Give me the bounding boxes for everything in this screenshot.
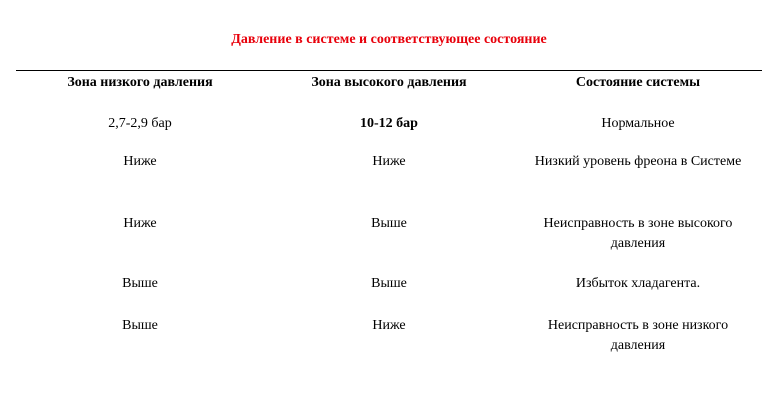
row2-high-pressure: Ниже bbox=[372, 154, 406, 169]
row5-system-state: Неисправность в зоне низкого давления bbox=[547, 318, 729, 353]
row5-high-pressure: Ниже bbox=[372, 318, 406, 333]
header-divider bbox=[16, 70, 762, 71]
row3-high-pressure: Выше bbox=[371, 216, 407, 231]
row3-system-state: Неисправность в зоне высокого давления bbox=[543, 216, 733, 251]
row2-low-pressure: Ниже bbox=[123, 154, 157, 169]
row1-high-pressure: 10-12 бар bbox=[360, 116, 418, 131]
row1-low-pressure: 2,7-2,9 бар bbox=[108, 116, 172, 131]
row5-low-pressure: Выше bbox=[122, 318, 158, 333]
row4-low-pressure: Выше bbox=[122, 276, 158, 291]
header-low-pressure-zone: Зона низкого давления bbox=[67, 75, 213, 90]
row4-system-state: Избыток хладагента. bbox=[575, 276, 701, 291]
row4-high-pressure: Выше bbox=[371, 276, 407, 291]
header-system-state: Состояние системы bbox=[575, 75, 701, 90]
table-title: Давление в системе и соответствующее состояние bbox=[231, 32, 547, 47]
row2-system-state: Низкий уровень фреона в Системе bbox=[534, 154, 742, 169]
header-high-pressure-zone: Зона высокого давления bbox=[311, 75, 467, 90]
row3-low-pressure: Ниже bbox=[123, 216, 157, 231]
row1-system-state: Нормальное bbox=[601, 116, 675, 131]
